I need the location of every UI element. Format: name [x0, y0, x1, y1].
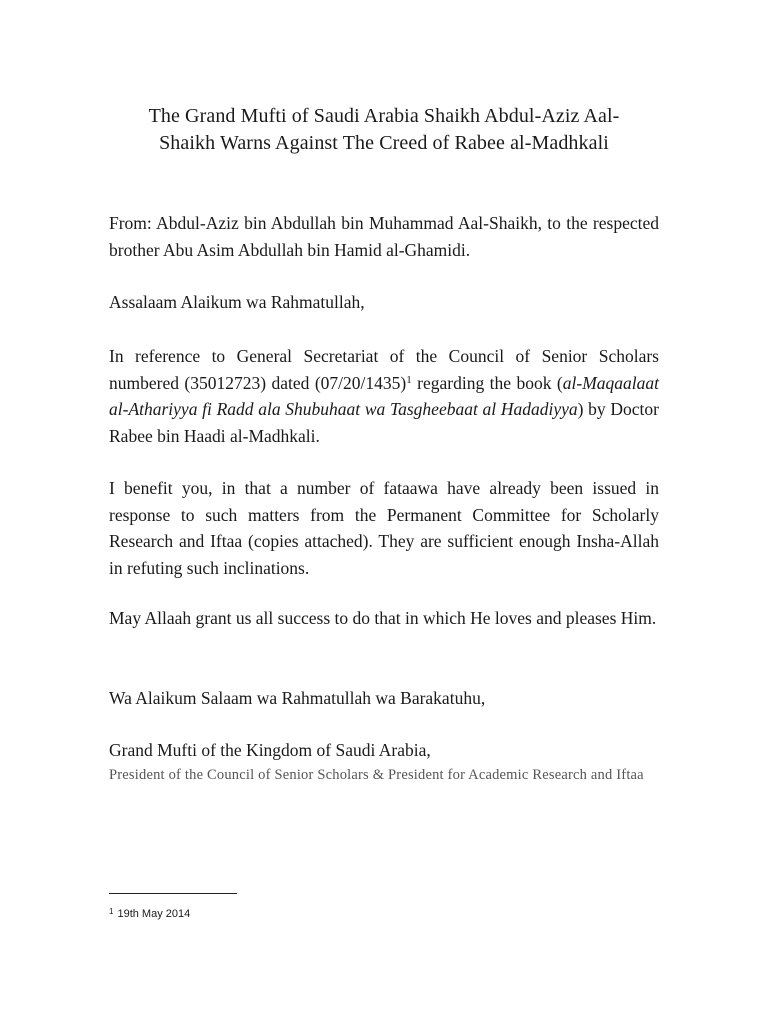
signature-title: Grand Mufti of the Kingdom of Saudi Arabia,	[109, 740, 431, 760]
dua-paragraph: May Allaah grant us all success to do that in which He loves and pleases Him.	[109, 608, 657, 628]
document-page	[109, 0, 659, 1024]
reference-text-middle: regarding the book (	[411, 372, 563, 393]
footnote-divider	[109, 893, 237, 894]
book-title: al-Maqaalaat al-Athariyya fi Radd ala Shubuhaat wa Tasgheebaat al Hadadiyya	[109, 372, 660, 419]
document-title	[109, 103, 659, 157]
reference-text-start: In reference to General Secretariat of the Council of Senior Scholars numbered (35012723) dated (07/20/1435)	[109, 346, 659, 393]
title-line-1: The Grand Mufti of Saudi Arabia Shaikh Abdul-Aziz Aal-	[148, 105, 620, 127]
from-paragraph: From: Abdul-Aziz bin Abdullah bin Muhammad Aal-Shaikh, to the respected brother Abu Asim Abdullah bin Hamid al-Ghamidi.	[109, 213, 659, 260]
greeting-paragraph: Assalaam Alaikum wa Rahmatullah,	[109, 292, 365, 312]
reference-text-end: ) by Doctor Rabee bin Haadi al-Madhkali.	[109, 399, 659, 446]
footnote-text: 19th May 2014	[117, 908, 191, 920]
footnote	[109, 905, 190, 921]
title-line-2: Shaikh Warns Against The Creed of Rabee al-Madhkali	[159, 132, 609, 154]
footnote-reference-mark: 1	[406, 373, 412, 386]
closing-greeting: Wa Alaikum Salaam wa Rahmatullah wa Barakatuhu,	[109, 688, 486, 708]
signature-subtitle: President of the Council of Senior Scholars & President for Academic Research and Iftaa	[109, 767, 644, 783]
footnote-mark: 1	[109, 907, 114, 916]
reference-paragraph	[109, 343, 659, 449]
benefit-paragraph: I benefit you, in that a number of fataawa have already been issued in response to such matters from the Permanent Committee for Scholarly Research and Iftaa (copies attached). They are sufficient enough Insha-Allah in refuting such inclinations.	[109, 478, 659, 578]
